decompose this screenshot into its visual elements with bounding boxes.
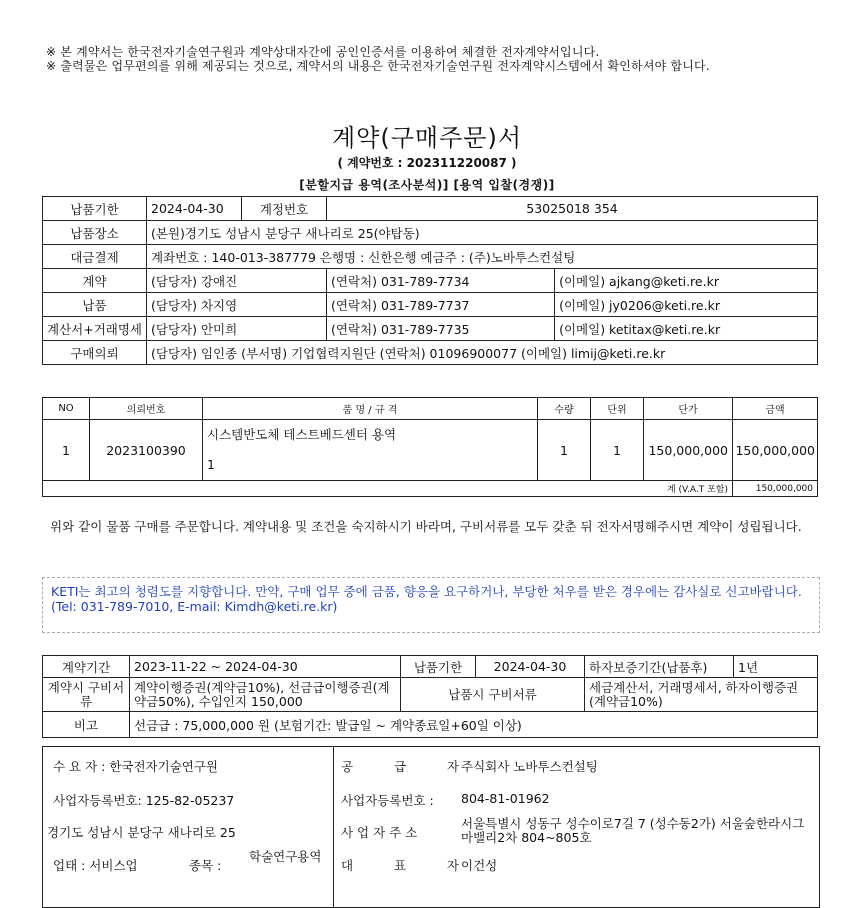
terms-deadline-label: 납품기한 bbox=[401, 656, 476, 678]
delivery-contact-label: 납품 bbox=[43, 293, 147, 317]
place-value: (본원)경기도 성남시 분당구 새나리로 25(야탑동) bbox=[147, 221, 818, 245]
buyer-address: 경기도 성남시 분당구 새나리로 25 bbox=[47, 825, 236, 840]
contract-person: (담당자) 강애진 bbox=[147, 269, 327, 293]
table-row bbox=[43, 420, 818, 481]
item-no: 1 bbox=[43, 420, 90, 481]
contract-type: [분할지급 용역(조사분석)] [용역 입찰(경쟁)] bbox=[299, 178, 555, 192]
col-qty: 수량 bbox=[538, 398, 591, 420]
item-amount: 150,000,000 bbox=[733, 420, 818, 481]
integrity-notice: KETI는 최고의 청렴도를 지향합니다. 만약, 구매 업무 중에 금품, 향응을 요구하거나, 부당한 처우를 받은 경우에는 감사실로 신고바랍니다. (Tel: 031-789-7010, E-mail: Kimdh@keti.re.kr) bbox=[42, 577, 820, 633]
notice-line-2: ※ 출력물은 업무편의를 위해 제공되는 것으로, 계약서의 내용은 한국전자기술연구원 전자계약시스템에서 확인하셔야 합니다. bbox=[46, 59, 710, 73]
item-name: 시스템반도체 테스트베드센터 용역 bbox=[207, 427, 397, 442]
item-spec: 1 bbox=[207, 457, 215, 472]
item-name-cell bbox=[203, 420, 538, 481]
warranty-value: 1년 bbox=[734, 656, 818, 678]
buyer-reg-no: 사업자등록번호: 125-82-05237 bbox=[53, 793, 235, 808]
total-value: 150,000,000 bbox=[733, 481, 818, 497]
col-price: 단가 bbox=[644, 398, 733, 420]
supplier-representative: 이건성 bbox=[461, 858, 498, 873]
deadline-value: 2024-04-30 bbox=[147, 197, 242, 221]
account-label: 계정번호 bbox=[242, 197, 327, 221]
supplier-address-label: 사 업 자 주 소 bbox=[341, 825, 418, 840]
notice-line-1: ※ 본 계약서는 한국전자기술연구원과 계약상대자간에 공인인증서를 이용하여 체결한 전자계약서입니다. bbox=[46, 45, 600, 59]
parties-divider bbox=[333, 747, 334, 907]
payment-value: 계좌번호 : 140-013-387779 은행명 : 신한은행 예금주 : (주)노바투스컨설팅 bbox=[147, 245, 818, 269]
buyer-business-item: 학술연구용역 bbox=[249, 849, 322, 864]
period-label: 계약기간 bbox=[43, 656, 130, 678]
item-unit: 1 bbox=[591, 420, 644, 481]
note-label: 비고 bbox=[43, 712, 130, 738]
notice bbox=[46, 45, 826, 73]
invoice-person: (담당자) 안미희 bbox=[147, 317, 327, 341]
supplier-address: 서울특별시 성동구 성수이로7길 7 (성수동2가) 서울숲한라시그마밸리2차 804~805호 bbox=[461, 816, 805, 845]
request-value: (담당자) 임인종 (부서명) 기업협력지원단 (연락처) 01096900077 (이메일) limij@keti.re.kr bbox=[147, 341, 818, 365]
col-request-no: 의뢰번호 bbox=[90, 398, 203, 420]
supplier-name-label-text: 공 급 자 bbox=[341, 759, 459, 774]
col-name-spec: 품 명 / 규 격 bbox=[203, 398, 538, 420]
payment-label: 대금결제 bbox=[43, 245, 147, 269]
buyer-business-type: 업태 : 서비스업 bbox=[53, 858, 138, 873]
delivery-docs-value: 세금계산서, 거래명세서, 하자이행증권(계약금10%) bbox=[585, 678, 818, 712]
invoice-phone: (연락처) 031-789-7735 bbox=[327, 317, 555, 341]
docs-value: 계약이행증권(계약금10%), 선금급이행증권(계약금50%), 수입인지 150,000 bbox=[130, 678, 401, 712]
item-price: 150,000,000 bbox=[644, 420, 733, 481]
page-title: 계약(구매주문)서 bbox=[331, 124, 522, 152]
item-request-no: 2023100390 bbox=[90, 420, 203, 481]
terms-table bbox=[42, 655, 818, 738]
buyer-business-item-label: 종목 : bbox=[189, 858, 222, 873]
note-value: 선금급 : 75,000,000 원 (보험기간: 발급일 ~ 계약종료일+60일 이상) bbox=[130, 712, 818, 738]
delivery-email: (이메일) jy0206@keti.re.kr bbox=[555, 293, 818, 317]
supplier-rep-label-text: 대 표 자 bbox=[341, 858, 459, 873]
period-value: 2023-11-22 ~ 2024-04-30 bbox=[130, 656, 401, 678]
request-label: 구매의뢰 bbox=[43, 341, 147, 365]
supplier-name-label bbox=[341, 757, 459, 775]
docs-label: 계약시 구비서류 bbox=[43, 678, 130, 712]
delivery-phone: (연락처) 031-789-7737 bbox=[327, 293, 555, 317]
delivery-docs-label: 납품시 구비서류 bbox=[401, 678, 585, 712]
supplier-reg-no: 804-81-01962 bbox=[461, 791, 550, 806]
buyer-name: 수 요 자 : 한국전자기술연구원 bbox=[53, 759, 219, 774]
supplier-reg-label: 사업자등록번호 : bbox=[341, 793, 434, 808]
invoice-contact-label: 계산서+거래명세 bbox=[43, 317, 147, 341]
contract-number: ( 계약번호 : 202311220087 ) bbox=[337, 156, 517, 170]
contract-contact-label: 계약 bbox=[43, 269, 147, 293]
contract-email: (이메일) ajkang@keti.re.kr bbox=[555, 269, 818, 293]
invoice-email: (이메일) ketitax@keti.re.kr bbox=[555, 317, 818, 341]
col-unit: 단위 bbox=[591, 398, 644, 420]
col-no: NO bbox=[43, 398, 90, 420]
supplier-name: 주식회사 노바투스컨설팅 bbox=[461, 759, 598, 774]
order-message: 위와 같이 물품 구매를 주문합니다. 계약내용 및 조건을 숙지하시기 바라며, 구비서류를 모두 갖춘 뒤 전자서명해주시면 계약이 성립됩니다. bbox=[50, 519, 802, 534]
delivery-info-table bbox=[42, 196, 818, 365]
col-amount: 금액 bbox=[733, 398, 818, 420]
account-value: 53025018 354 bbox=[327, 197, 818, 221]
item-qty: 1 bbox=[538, 420, 591, 481]
parties-section bbox=[42, 746, 820, 908]
delivery-person: (담당자) 차지영 bbox=[147, 293, 327, 317]
supplier-rep-label bbox=[341, 856, 459, 874]
warranty-label: 하자보증기간(납품후) bbox=[585, 656, 734, 678]
terms-deadline-value: 2024-04-30 bbox=[476, 656, 585, 678]
items-table bbox=[42, 397, 818, 497]
contract-phone: (연락처) 031-789-7734 bbox=[327, 269, 555, 293]
deadline-label: 납품기한 bbox=[43, 197, 147, 221]
total-label: 계 (V.A.T 포함) bbox=[43, 481, 733, 497]
place-label: 납품장소 bbox=[43, 221, 147, 245]
